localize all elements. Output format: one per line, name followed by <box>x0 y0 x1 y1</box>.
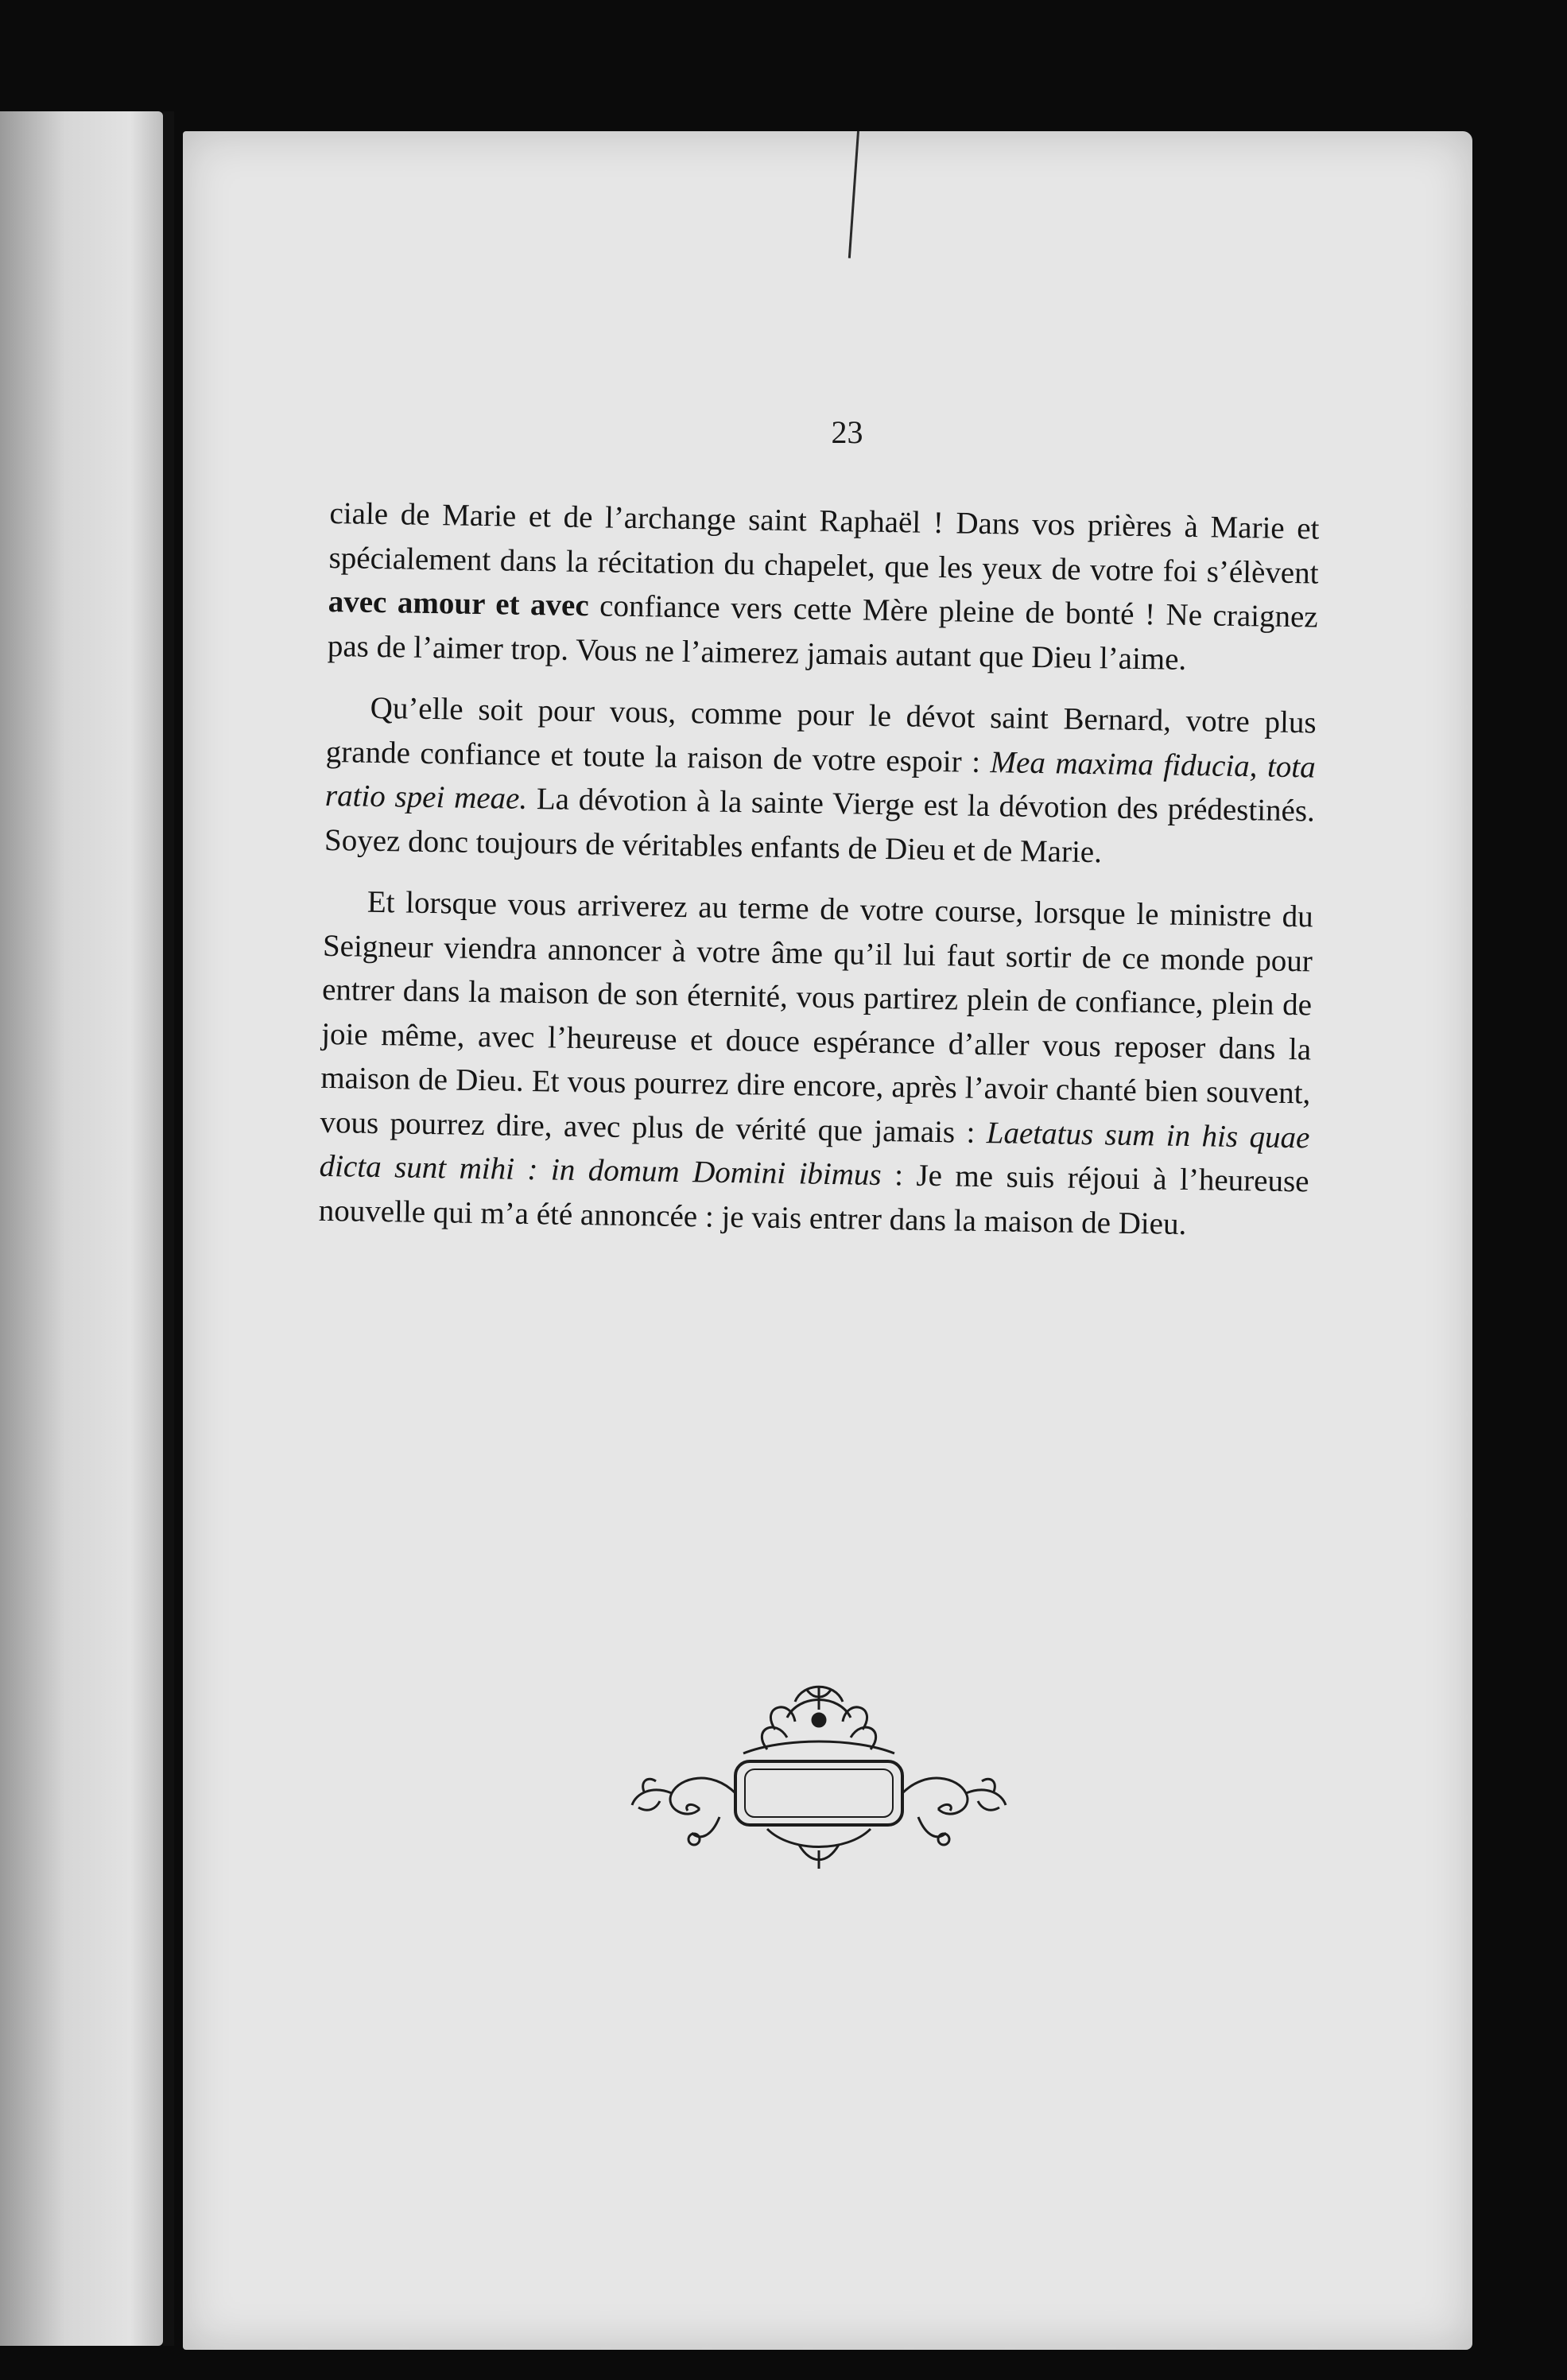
paragraph <box>328 491 1320 684</box>
text-segment: La dévotion à la sainte Vierge est la dévotion des prédestinés. Soyez donc toujours de véritables enfants de Dieu et de Marie. <box>324 781 1316 869</box>
text-segment: avec amour et avec <box>328 584 590 623</box>
text-segment: Mea maxima fiducia, tota ratio spei meae. <box>324 744 1317 816</box>
paragraph <box>324 685 1317 878</box>
body-text <box>318 491 1320 1265</box>
text-segment: ciale de Marie et de l’archange saint Raphaël ! Dans vos prières à Marie et spécialement dans la récitation du chapelet, que les yeux de votre foi s’élèvent <box>328 495 1320 591</box>
floral-cartouche-ornament-icon <box>624 1674 1014 1873</box>
text-segment: Qu’elle soit pour vous, comme pour le dévot saint Bernard, votre plus grande confiance et toute la raison de votre espoir : <box>325 690 1317 779</box>
text-segment: Laetatus sum in his quae dicta sunt mihi : in domum Domini ibimus <box>319 1115 1310 1192</box>
paragraph <box>318 879 1313 1248</box>
text-segment: : Je me suis réjoui à l’heureuse nouvelle qui m’a été annoncée : je vais entrer dans la maison de Dieu. <box>318 1158 1309 1241</box>
page-number: 23 <box>831 414 863 450</box>
text-segment: confiance vers cette Mère pleine de bonté ! Ne craignez pas de l’aimer trop. Vous ne l’aimerez jamais autant que Dieu l’aime. <box>327 588 1319 677</box>
text-segment: Et lorsque vous arriverez au terme de votre course, lorsque le ministre du Seigneur viendra annoncer à votre âme qu’il lui faut sortir de ce monde pour entrer dans la maison de son éternité, vous partirez plein de confiance, plein de joie même, avec l’heureuse et douce espérance d’aller vous reposer dans la maison de Dieu. Et vous pourrez dire encore, après l’avoir chanté bien souvent, vous pourrez dire, avec plus de vérité que jamais : <box>320 884 1314 1150</box>
